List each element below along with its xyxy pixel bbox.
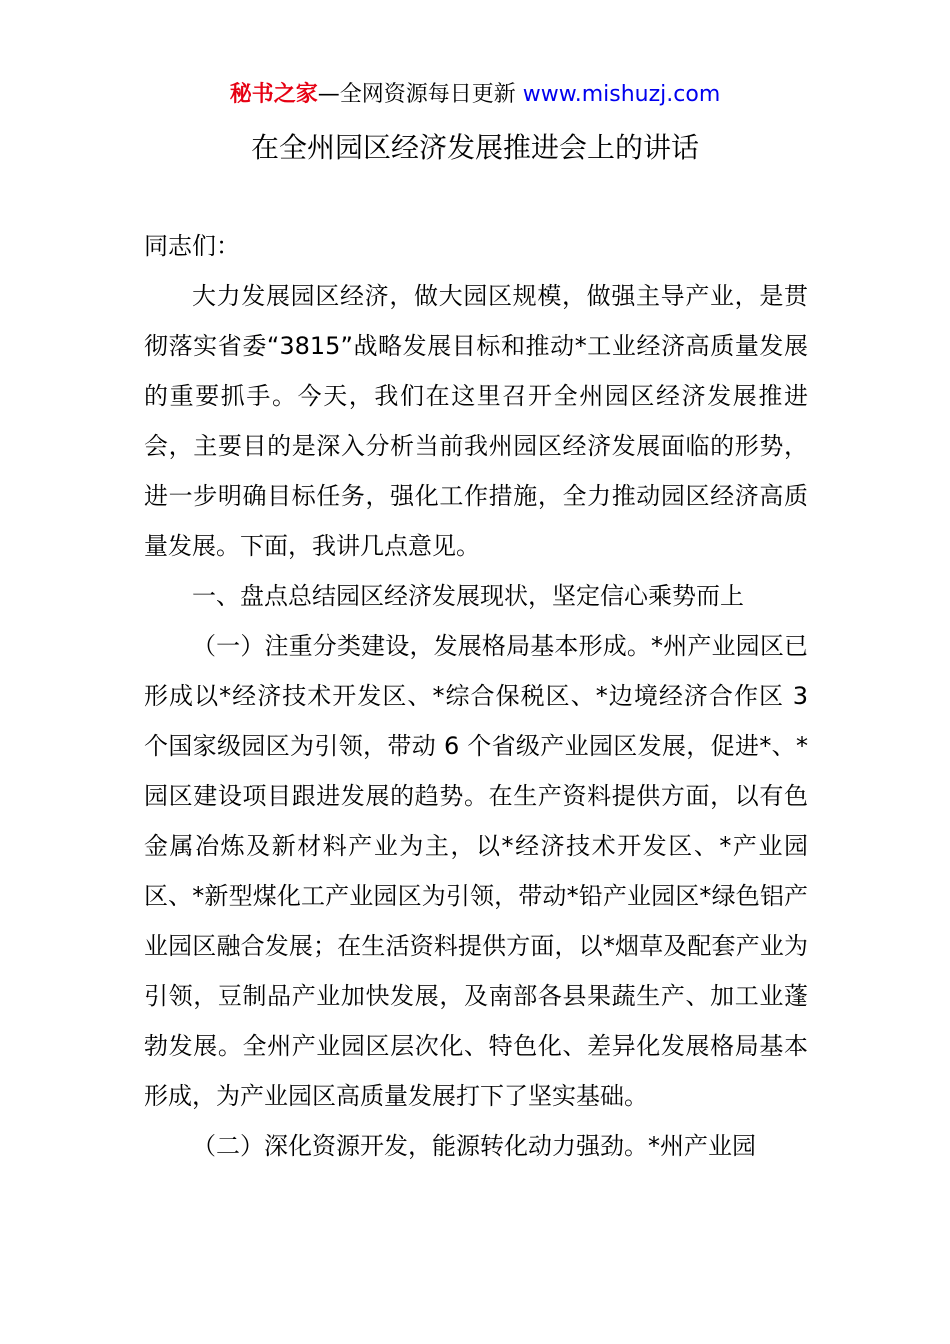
document-title: 在全州园区经济发展推进会上的讲话 (250, 131, 699, 164)
intro-paragraph: 大力发展园区经济，做大园区规模，做强主导产业，是贯彻落实省委“3815”战略发展目标和推动*工业经济高质量发展的重要抓手。今天，我们在这里召开全州园区经济发展推进会，主要目的是深入分析当前我州园区经济发展面临的形势，进一步明确目标任务，强化工作措施，全力推动园区经济高质量发展。下面，我讲几点意见。 (144, 282, 808, 560)
subsection-paragraph-2: （二）深化资源开发，能源转化动力强劲。*州产业园 (192, 1132, 756, 1160)
subsection-paragraph-1: （一）注重分类建设，发展格局基本形成。*州产业园区已形成以*经济技术开发区、*综合保税区、*边境经济合作区 3 个国家级园区为引领，带动 6 个省级产业园区发展，促进*、*园区建设项目跟进发展的趋势。在生产资料提供方面，以有色金属冶炼及新材料产业为主，以*经济技术开发区、*产业园区、*新型煤化工产业园区为引领，带动*铅产业园区*绿色铝产业园区融合发展；在生活资料提供方面，以*烟草及配套产业为引领，豆制品产业加快发展，及南部各县果蔬生产、加工业蓬勃发展。全州产业园区层次化、特色化、差异化发展格局基本形成，为产业园区高质量发展打下了坚实基础。 (144, 632, 808, 1110)
header-tagline: —全网资源每日更新 (317, 82, 516, 107)
section-heading-1: 一、盘点总结园区经济发展现状，坚定信心乘势而上 (192, 582, 744, 610)
document-body (144, 221, 808, 1171)
salutation: 同志们： (144, 232, 240, 260)
site-header (0, 80, 950, 110)
site-url-link[interactable]: www.mishuzj.com (522, 82, 721, 107)
brand-name: 秘书之家 (229, 82, 318, 107)
